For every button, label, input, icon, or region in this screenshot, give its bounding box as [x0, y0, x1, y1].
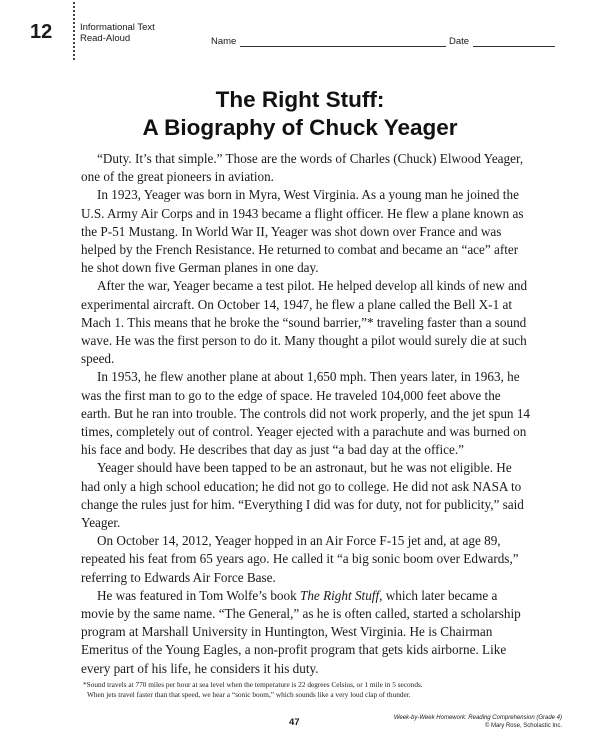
- footnote-line-1: *Sound travels at 770 miles per hour at sea level when the temperature is 22 degrees Celsius, or 1 mile in 5 seconds.: [83, 680, 423, 689]
- date-field[interactable]: [449, 36, 555, 47]
- footnote: [83, 680, 553, 700]
- series-title: Week-by-Week Homework: Reading Comprehension (Grade 4): [393, 715, 562, 721]
- section-label-line1: Informational Text: [80, 22, 155, 33]
- footnote-line-2: When jets travel faster than that speed, we hear a “sonic boom,” which sounds like a very loud clap of thunder.: [87, 690, 411, 699]
- paragraph-2: In 1923, Yeager was born in Myra, West Virginia. As a young man he joined the U.S. Army Air Corps and in 1943 became a flight officer. He flew a plane known as the P-51 Mustang. In World War II, Yeager was shot down over France and was helped by the French Resistance. He returned to combat and became an “ace” after he shot down five German planes in one day.: [81, 187, 524, 276]
- title-line-2: A Biography of Chuck Yeager: [142, 115, 458, 140]
- name-blank-line[interactable]: [240, 36, 446, 47]
- paragraph-5: Yeager should have been tapped to be an astronaut, but he was not eligible. He had only a high school education; he did not go to college. He did not ask NASA to change the rules just for him. “Everything I did was for duty, not for publicity,” said Yeager.: [81, 460, 524, 531]
- book-title: The Right Stuff: [300, 587, 380, 603]
- date-label: Date: [449, 36, 470, 47]
- page-number: 12: [30, 21, 53, 43]
- copyright: © Mary Rose, Scholastic Inc.: [484, 723, 562, 729]
- footer-page-number: 47: [289, 717, 300, 728]
- paragraph-4: In 1953, he flew another plane at about 1,650 mph. Then years later, in 1963, he was the first man to go to the edge of space. He traveled 104,000 feet above the earth. But he ran into trouble. The controls did not work properly, and the jet spun 14 times, completely out of control. Yeager ejected with a parachute and was burned on his face and body. He describes that day as just “a bad day at the office.”: [81, 369, 531, 458]
- paragraph-6: On October 14, 2012, Yeager hopped in an Air Force F-15 jet and, at age 89, repeated his feat from 65 years ago. He called it “a big sonic boom over Edwards,” referring to Edwards Air Force Base.: [81, 533, 519, 585]
- name-field[interactable]: [211, 36, 446, 47]
- date-blank-line[interactable]: [473, 36, 555, 47]
- paragraph-3: After the war, Yeager became a test pilot. He helped develop all kinds of new and experimental aircraft. On October 14, 1947, he flew a plane called the Bell X-1 at Mach 1. This means that he broke the “sound barrier,”* traveling faster than a sound wave. He was the first person to do it. Many thought a pilot would surely die at such speed.: [81, 278, 528, 367]
- header-dotted-divider: [73, 2, 75, 60]
- title-line-1: The Right Stuff:: [215, 87, 385, 112]
- section-label-line2: Read-Aloud: [80, 33, 131, 44]
- article-title: [60, 86, 540, 142]
- name-label: Name: [211, 36, 237, 47]
- paragraph-7-start: He was featured in Tom Wolfe’s book: [97, 587, 300, 603]
- footer-credit: [394, 714, 562, 730]
- section-label: [80, 22, 155, 44]
- paragraph-7: [81, 587, 533, 678]
- paragraph-1: “Duty. It’s that simple.” Those are the words of Charles (Chuck) Elwood Yeager, one of the great pioneers in aviation.: [81, 151, 524, 185]
- paragraph-7-end: , which later became a movie by the same name. “The General,” as he is often called, started a scholarship program at Marshall University in Huntington, West Virginia. He is Chairman Emeritus of the Young Eagles, a non-profit program that gets kids airborne. Like every part of his life, he considers it his duty.: [81, 587, 521, 676]
- article-body: [81, 150, 533, 678]
